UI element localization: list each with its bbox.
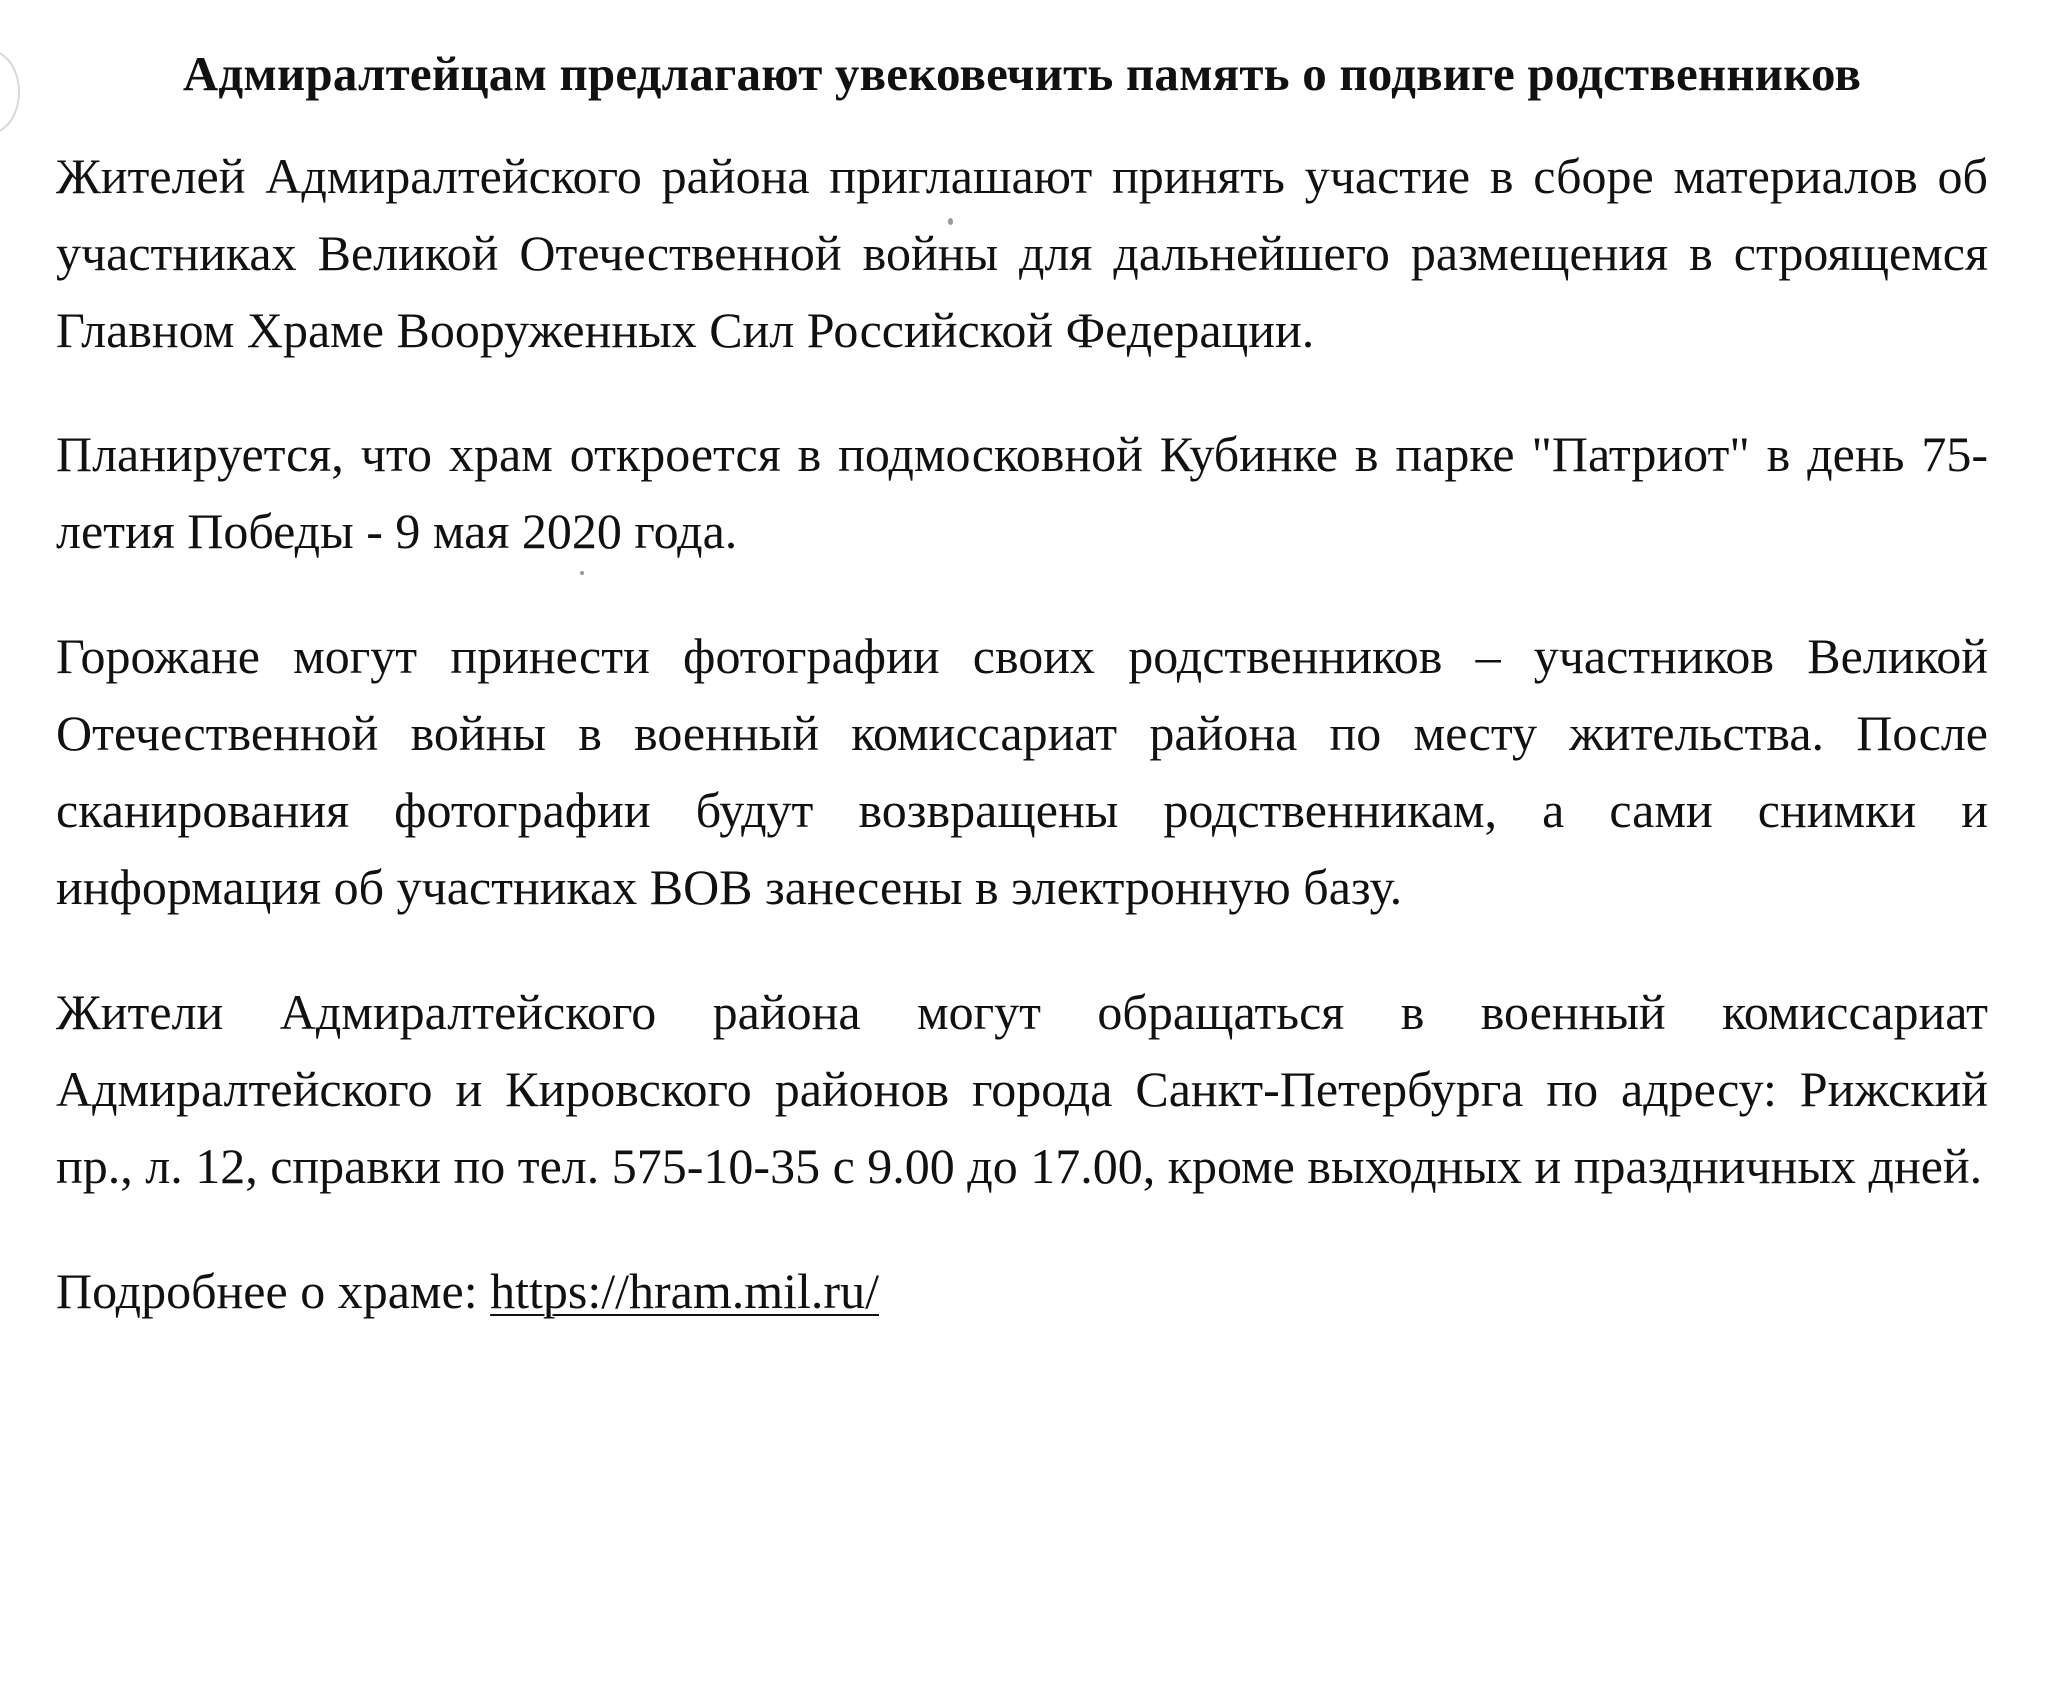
paragraph-photos: Горожане могут принести фотографии своих родственников – участников Великой Отечественной войны в военный комиссариат района по месту жительства. После сканирования фотографии будут возвращены родственникам, а сами снимки и информация об участниках ВОВ занесены в электронную базу. xyxy=(56,628,1988,915)
more-info-label: Подробнее о храме: xyxy=(56,1263,478,1319)
scan-speck xyxy=(580,571,584,575)
paragraph-temple-opening: Планируется, что храм откроется в подмосковной Кубинке в парке "Патриот" в день 75-летия Победы - 9 мая 2020 года. xyxy=(56,426,1988,559)
paragraph-invitation: Жителей Адмиралтейского района приглашают принять участие в сборе материалов об участниках Великой Отечественной войны для дальнейшего размещения в строящемся Главном Храме Вооруженных Сил Российской Федерации. xyxy=(56,148,1988,358)
document-title: Адмиралтейцам предлагают увековечить память о подвиге родственников xyxy=(182,46,1862,101)
more-info-line xyxy=(56,1253,1988,1330)
paragraph-contacts: Жители Адмиралтейского района могут обращаться в военный комиссариат Адмиралтейского и Кировского районов города Санкт-Петербурга по адресу: Рижский пр., л. 12, справки по тел. 575-10-35 с 9.00 до 17.00, кроме выходных и праздничных дней. xyxy=(56,984,1988,1194)
temple-website-link[interactable]: https://hram.mil.ru/ xyxy=(490,1263,879,1319)
scan-edge-mark xyxy=(0,50,20,134)
scan-speck xyxy=(948,218,953,225)
